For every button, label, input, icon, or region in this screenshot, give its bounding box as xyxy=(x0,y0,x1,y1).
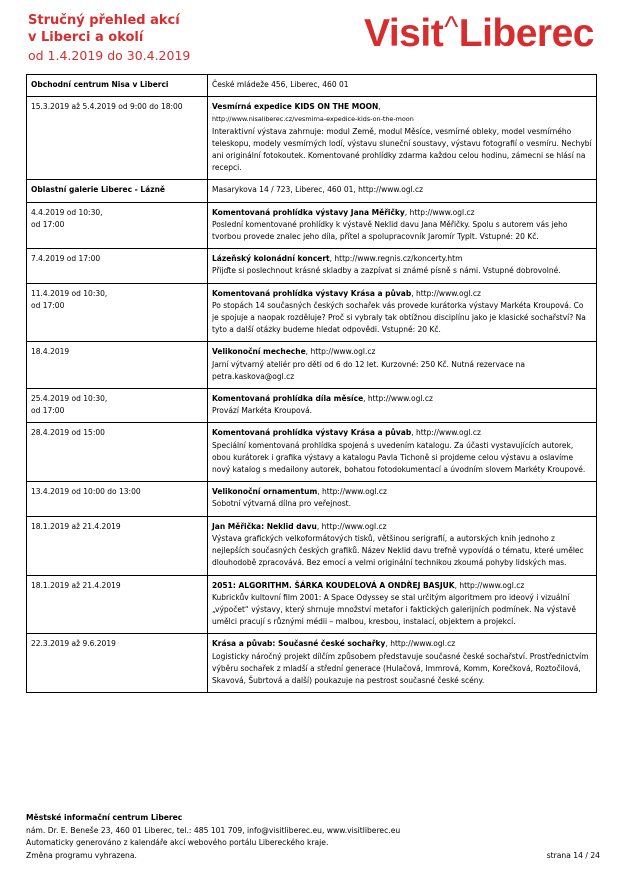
event-link[interactable]: , http://www.ogl.cz xyxy=(411,428,481,438)
table-row xyxy=(27,97,597,180)
table-row xyxy=(27,389,597,423)
event-date: 11.4.2019 od 10:30, od 17:00 xyxy=(27,283,208,342)
footer-org: Městské informační centrum Liberec xyxy=(26,813,183,822)
event-date: 18.1.2019 až 21.4.2019 xyxy=(27,575,208,634)
event-link[interactable]: , http://www.ogl.cz xyxy=(385,639,456,649)
event-date: 7.4.2019 od 17:00 xyxy=(27,249,208,283)
table-row xyxy=(27,423,597,482)
event-title: Jan Měřička: Neklid davu xyxy=(212,521,317,531)
event-details xyxy=(208,516,597,575)
event-link[interactable]: , http://www.ogl.cz xyxy=(317,487,387,497)
event-title: Komentovaná prohlídka výstavy Krása a půvab xyxy=(212,428,412,438)
venue-address: Masarykova 14 / 723, Liberec, 460 01, http://www.ogl.cz xyxy=(212,185,424,195)
event-title: Komentovaná prohlídka díla měsíce xyxy=(212,394,364,404)
event-details xyxy=(208,75,597,97)
event-details xyxy=(208,202,597,249)
event-link[interactable]: , http://www.ogl.cz xyxy=(305,347,376,357)
event-details xyxy=(208,423,597,482)
event-title: Komentovaná prohlídka výstavy Jana Měřičky xyxy=(212,207,405,217)
event-link[interactable]: , http://www.ogl.cz xyxy=(404,207,475,217)
event-details xyxy=(208,634,597,693)
table-row xyxy=(27,516,597,575)
table-row xyxy=(27,283,597,342)
venue-name: Obchodní centrum Nisa v Liberci xyxy=(27,75,208,97)
event-date: 28.4.2019 od 15:00 xyxy=(27,423,208,482)
footer-change-note: Změna programu vyhrazena. xyxy=(26,850,137,860)
event-link[interactable]: , http://www.ogl.cz xyxy=(363,394,433,404)
event-description: Interaktivní výstava zahrnuje: modul Země, modul Měsíce, vesmírné obleky, model vesmírného teleskopu, modely vesmírných lodí, výstavu sluneční soustavy, výstavu fotografií o vesmíru. Nechybí ani originální fotokoutek. Komentované prohlídky zdarma každou celou hodinu, zámecni se hlásí na recepci. xyxy=(212,126,592,173)
table-row xyxy=(27,202,597,249)
event-description: Sobotní výtvarná dílna pro veřejnost. xyxy=(212,499,351,509)
event-title: Lázeňský kolonádní koncert xyxy=(212,254,330,264)
event-description: Speciální komentovaná prohlídka spojená s uvedením katalogu. Za účasti vystavujících autorek, obou kurátorek i grafika výstavy a katalogu Pavla Tichoně si projdeme celou výstavu a oslavíme nový katalog s medailony autorek, bohatou fotodokumentací a úvodním slovem Markéty Kroupové. xyxy=(212,440,586,475)
event-date: 22.3.2019 až 9.6.2019 xyxy=(27,634,208,693)
event-link[interactable]: , http://www.ogl.cz xyxy=(316,521,387,531)
event-date: 18.4.2019 xyxy=(27,342,208,389)
events-table xyxy=(26,74,597,693)
event-details xyxy=(208,180,597,202)
footer-address: nám. Dr. E. Beneše 23, 460 01 Liberec, tel.: 485 101 709, info@visitliberec.eu, www.visitliberec.eu xyxy=(26,825,401,835)
event-description: Logisticky náročný projekt dílčím způsobem představuje současné české sochařství. Prostřednictvím výběru sochařek z mladší a střední generace (Hulačová, Immrová, Komm, Korečková, Roztočilová, Skavová, Šubrtová a další) poukazuje na pestrost současné české scény. xyxy=(212,651,589,685)
table-row xyxy=(27,634,597,693)
event-link[interactable]: , http://www.ogl.cz xyxy=(454,580,525,590)
event-description: Poslední komentované prohlídky k výstavě Neklid davu Jana Měřičky. Spolu s autorem vás jeho tvorbou provede znalec jeho díla, přítel a spolupracovník Jaromír Typlt. Vstupné: 20 Kč. xyxy=(212,219,568,242)
header-date-range: od 1.4.2019 do 30.4.2019 xyxy=(28,48,191,63)
header-title-line1: Stručný přehled akcí xyxy=(28,13,180,28)
event-details xyxy=(208,575,597,634)
event-link[interactable]: , http://www.regnis.cz/koncerty.htm xyxy=(329,254,463,264)
event-title: Krása a půvab: Současné české sochařky xyxy=(212,639,386,649)
event-details xyxy=(208,389,597,423)
event-date: 15.3.2019 až 5.4.2019 od 9:00 do 18:00 xyxy=(27,97,208,180)
event-description: Po stopách 14 současných českých sochařek vás provede kurátorka výstavy Markéta Kroupová. Co je spojuje a naopak rozděluje? Proč si vybraly tak obtížnou disciplínu jako je klasické sochařství? Na tyto a další otázky budeme hledat odpovědi. Vstupné: 20 Kč. xyxy=(212,300,586,335)
event-title: Vesmírná expedice KIDS ON THE MOON xyxy=(212,102,379,112)
event-details xyxy=(208,482,597,516)
logo-caret: ^ xyxy=(444,11,458,44)
event-title: Komentovaná prohlídka výstavy Krása a půvab xyxy=(212,288,412,298)
event-details xyxy=(208,97,597,180)
header-title-line2: v Liberci a okolí xyxy=(28,30,144,45)
event-date: 18.1.2019 až 21.4.2019 xyxy=(27,516,208,575)
event-details xyxy=(208,342,597,389)
event-description: Přijďte si poslechnout krásné skladby a zazpívat si známé písně s námi. Vstupné dobrovolné. xyxy=(212,266,561,276)
event-title: 2051: ALGORITHM. ŠÁRKA KOUDELOVÁ A ONDŘEJ BASJUK xyxy=(212,580,455,590)
event-description: Kubrickův kultovní film 2001: A Space Odyssey se stal určitým algoritmem pro ideový i vizuální „výpočet“ výstavy, který shrnuje množství metafor i faktických galerijních podmínek. Na výstavě umělci pracují s různými médii – malbou, kresbou, instalací, objektem a projekcí. xyxy=(212,592,576,627)
event-description: Výstava grafických velkoformátových tisků, většinou serigrafií, a autorských knih jednoho z nejlepších současných českých grafiků. Název Neklid davu trefně vypovídá o tématu, které umělec dlouhodobě zpracovává. Bez emocí a velmi originální technikou zkoumá pohyby lidských mas. xyxy=(212,533,584,568)
venue-address: České mládeže 456, Liberec, 460 01 xyxy=(212,80,349,89)
event-details xyxy=(208,283,597,342)
table-row xyxy=(27,75,597,97)
logo-word-visit: Visit xyxy=(364,12,444,55)
table-row xyxy=(27,180,597,202)
event-title: Velikonoční mecheche xyxy=(212,347,306,357)
event-link[interactable]: http://www.nisaliberec.cz/vesmirna-expedice-kids-on-the-moon xyxy=(212,115,414,124)
logo-word-liberec: Liberec xyxy=(458,12,594,55)
table-row xyxy=(27,482,597,516)
page-number: strana 14 / 24 xyxy=(546,850,600,860)
title-separator: , xyxy=(378,102,381,112)
table-row xyxy=(27,249,597,283)
venue-name: Oblastní galerie Liberec - Lázně xyxy=(27,180,208,202)
page-header xyxy=(28,12,594,72)
event-date: 13.4.2019 od 10:00 do 13:00 xyxy=(27,482,208,516)
event-title: Velikonoční ornamentum xyxy=(212,487,318,497)
event-date: 25.4.2019 od 10:30, od 17:00 xyxy=(27,389,208,423)
event-description: Jarní výtvarný ateliér pro děti od 6 do 12 let. Kurzovné: 250 Kč. Nutná rezervace na petra.kaskova@ogl.cz xyxy=(212,359,525,381)
table-row xyxy=(27,342,597,389)
table-row xyxy=(27,575,597,634)
page-footer xyxy=(26,812,600,862)
footer-auto-note: Automaticky generováno z kalendáře akcí webového portálu Libereckého kraje. xyxy=(26,838,329,847)
event-date: 4.4.2019 od 10:30, od 17:00 xyxy=(27,202,208,249)
event-description: Provází Markéta Kroupová. xyxy=(212,406,313,416)
event-details xyxy=(208,249,597,283)
visit-liberec-logo xyxy=(364,11,594,57)
event-link[interactable]: , http://www.ogl.cz xyxy=(411,288,481,298)
